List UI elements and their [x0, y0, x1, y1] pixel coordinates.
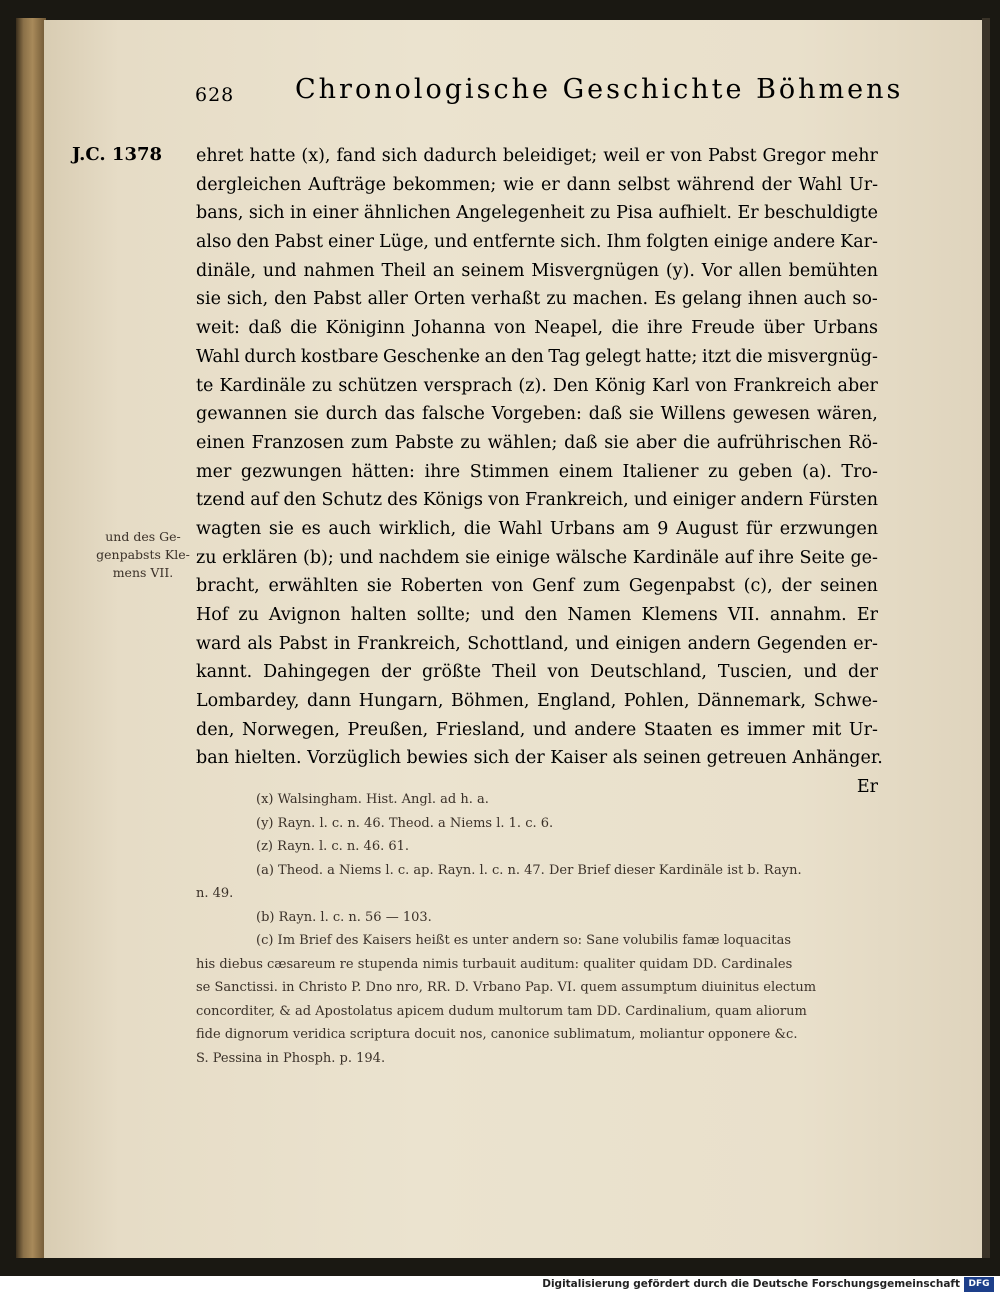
catchword: Er — [856, 777, 878, 798]
footnote-line: se Sanctissi. in Christo P. Dno nro, RR. D. Vrbano Pap. VI. quem assumptum diuinitus electum — [196, 980, 817, 995]
text-line: bans, sich in einer ähnlichen Angelegenheit zu Pisa aufhielt. Er beschuldigte — [196, 203, 878, 224]
text-line: zu erklären (b); und nachdem sie einige wälsche Kardinäle auf ihre Seite ge- — [196, 547, 878, 568]
footnote-line: (x) Walsingham. Hist. Angl. ad h. a. — [256, 792, 489, 807]
text-line: sie sich, den Pabst aller Orten verhaßt zu machen. Es gelang ihnen auch so- — [196, 289, 878, 310]
footnote-line: n. 49. — [196, 886, 234, 901]
text-line: den, Norwegen, Preußen, Friesland, und andere Staaten es immer mit Ur- — [196, 719, 878, 740]
text-line: ban hielten. Vorzüglich bewies sich der Kaiser als seinen getreuen Anhänger. — [196, 748, 883, 769]
text-line: tzend auf den Schutz des Königs von Frankreich, und einiger andern Fürsten — [196, 490, 878, 511]
footnote-line: concorditer, & ad Apostolatus apicem dudum multorum tam DD. Cardinalium, quam aliorum — [196, 1003, 807, 1019]
side-note-line: und des Ge- — [105, 529, 181, 544]
text-line: bracht, erwählten sie Roberten von Genf zum Gegenpabst (c), der seinen — [196, 576, 878, 597]
page-number: 628 — [195, 84, 235, 106]
footnotes — [196, 788, 878, 1070]
text-line: also den Pabst einer Lüge, und entfernte sich. Ihm folgten einige andere Kar- — [196, 232, 878, 253]
footer-bar — [0, 1276, 1000, 1295]
text-line: wagten sie es auch wirklich, die Wahl Urbans am 9 August für erzwungen — [196, 518, 878, 539]
margin-year: J.C. 1378 — [72, 144, 163, 165]
dfg-logo: DFG — [964, 1277, 994, 1292]
text-line: weit: daß die Königinn Johanna von Neapel, die ihre Freude über Urbans — [196, 318, 878, 339]
text-line: Wahl durch kostbare Geschenke an den Tag gelegt hatte; itzt die misvergnüg- — [196, 346, 878, 367]
footnote-line: (z) Rayn. l. c. n. 46. 61. — [256, 839, 410, 854]
text-line: Lombardey, dann Hungarn, Böhmen, England, Pohlen, Dännemark, Schwe- — [196, 691, 878, 712]
side-note-line: mens VII. — [112, 565, 174, 580]
text-line: kannt. Dahingegen der größte Theil von Deutschland, Tuscien, und der — [196, 662, 878, 683]
funding-credit: Digitalisierung gefördert durch die Deutsche Forschungsgemeinschaft — [542, 1278, 960, 1290]
footnote-line: fide dignorum veridica scriptura docuit nos, canonice sublimatum, moliantur opponere &c. — [196, 1027, 798, 1042]
footnote-line: (y) Rayn. l. c. n. 46. Theod. a Niems l. 1. c. 6. — [256, 815, 554, 831]
side-note — [88, 528, 198, 582]
footnote-line: (a) Theod. a Niems l. c. ap. Rayn. l. c. n. 47. Der Brief dieser Kardinäle ist b. Rayn. — [256, 862, 802, 878]
body-text — [196, 142, 883, 802]
text-line: ward als Pabst in Frankreich, Schottland, und einigen andern Gegenden er- — [196, 633, 878, 654]
running-header — [195, 74, 904, 118]
footnote-line: (b) Rayn. l. c. n. 56 — 103. — [256, 909, 432, 925]
text-line: dinäle, und nahmen Theil an seinem Misvergnügen (y). Vor allen bemühten — [196, 260, 878, 281]
footnote-line: (c) Im Brief des Kaisers heißt es unter andern so: Sane volubilis famæ loquacitas — [256, 933, 792, 948]
text-line: mer gezwungen hätten: ihre Stimmen einem Italiener zu geben (a). Tro- — [196, 461, 878, 482]
text-line: Hof zu Avignon halten sollte; und den Namen Klemens VII. annahm. Er — [196, 605, 878, 625]
text-line: ehret hatte (x), fand sich dadurch beleidiget; weil er von Pabst Gregor mehr — [196, 146, 878, 166]
page-edge-right — [982, 18, 990, 1258]
text-line: gewannen sie durch das falsche Vorgeben: daß sie Willens gewesen wären, — [196, 404, 878, 425]
text-line: dergleichen Aufträge bekommen; wie er dann selbst während der Wahl Ur- — [196, 174, 878, 195]
running-title: Chronologische Geschichte Böhmens — [295, 74, 904, 105]
text-line: te Kardinäle zu schützen versprach (z). Den König Karl von Frankreich aber — [196, 375, 878, 396]
text-line: einen Franzosen zum Pabste zu wählen; daß sie aber die aufrührischen Rö- — [196, 432, 878, 453]
footnote-line: S. Pessina in Phosph. p. 194. — [196, 1050, 386, 1066]
book-edge — [16, 18, 46, 1258]
side-note-line: genpabsts Kle- — [96, 547, 190, 562]
footnote-line: his diebus cæsareum re stupenda nimis turbauit auditum: qualiter quidam DD. Cardinales — [196, 956, 793, 972]
